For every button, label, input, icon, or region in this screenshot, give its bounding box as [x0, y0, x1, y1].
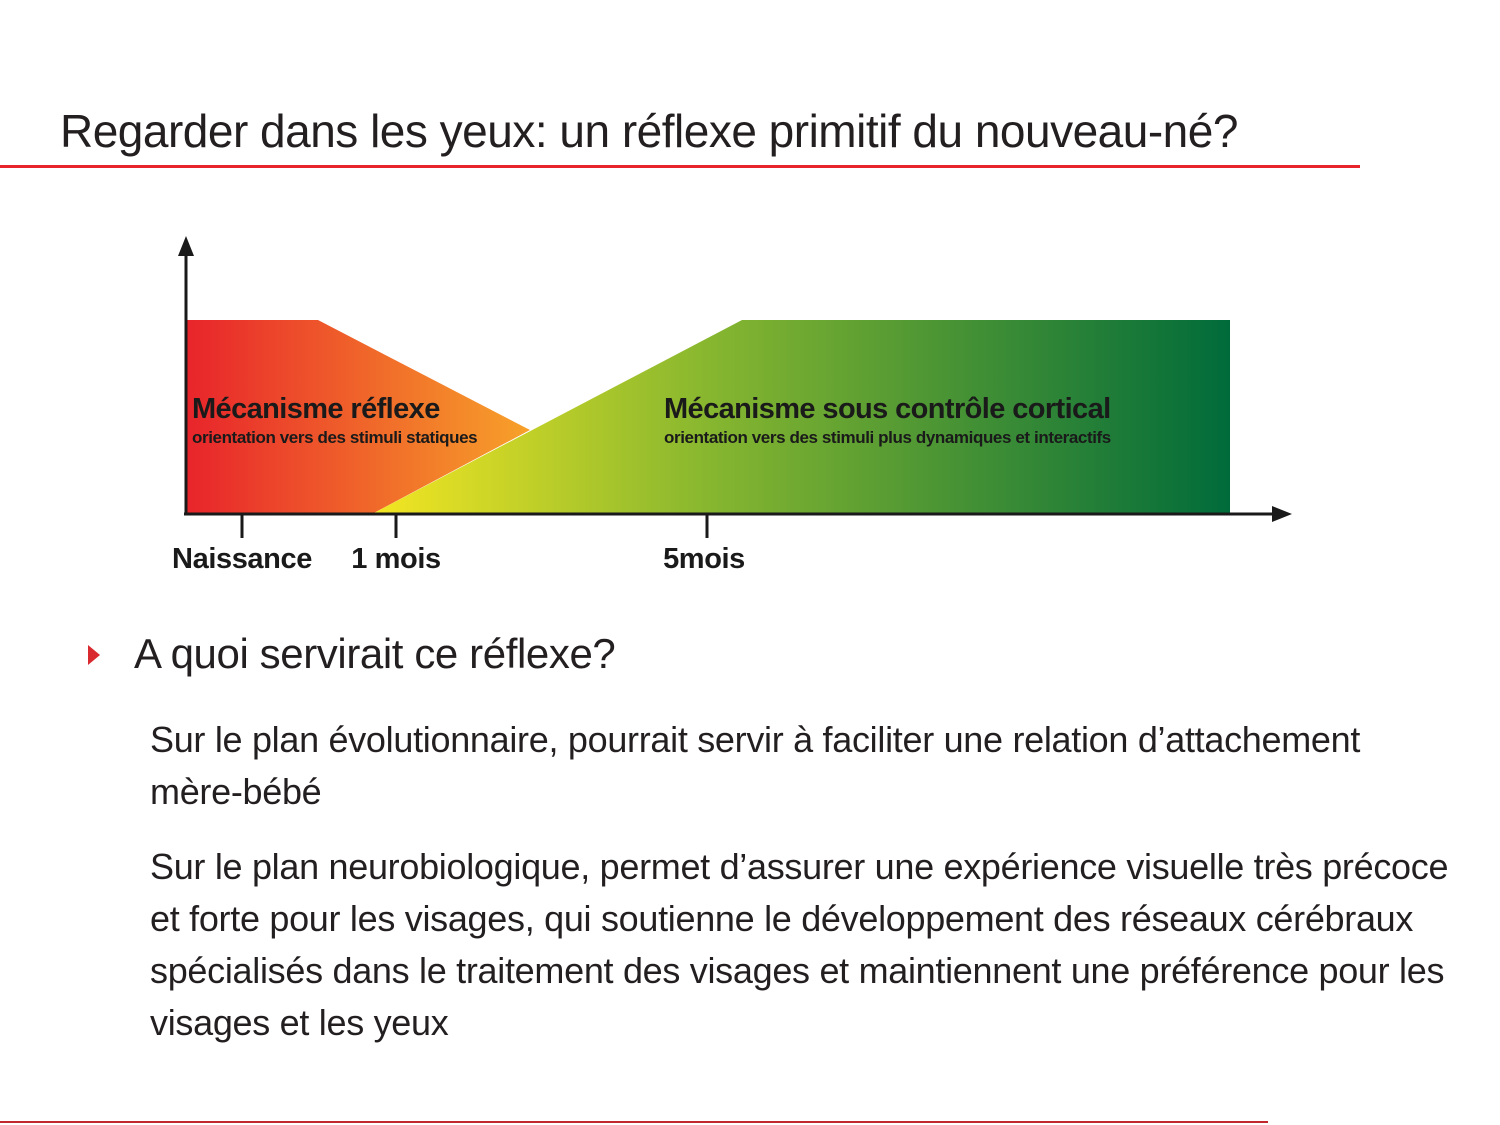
tick-label-naissance: Naissance [172, 543, 312, 575]
tick-label-5-mois: 5mois [663, 543, 745, 575]
bullet-item [88, 630, 615, 678]
slide-title: Regarder dans les yeux: un réflexe primitif du nouveau-né? [60, 105, 1238, 157]
evolutionary-paragraph: Sur le plan évolutionnaire, pourrait servir à faciliter une relation d’attachement mère-bébé [150, 719, 1361, 812]
footer-rule [0, 1121, 1268, 1123]
triangle-right-icon [88, 645, 100, 665]
cortical-mechanism-subtitle: orientation vers des stimuli plus dynamiques et interactifs [664, 428, 1111, 447]
cortical-mechanism-title: Mécanisme sous contrôle cortical [664, 393, 1111, 425]
reflex-mechanism-title: Mécanisme réflexe [192, 393, 440, 425]
tick-label-1-mois: 1 mois [351, 543, 441, 575]
y-axis-arrow-icon [178, 236, 194, 256]
bullet-question: A quoi servirait ce réflexe? [134, 630, 616, 677]
x-axis-arrow-icon [1272, 506, 1292, 522]
reflex-mechanism-subtitle: orientation vers des stimuli statiques [192, 428, 478, 447]
neurobiological-paragraph: Sur le plan neurobiologique, permet d’assurer une expérience visuelle très précoce et forte pour les visages, qui soutienne le développement des réseaux cérébraux spécialisés dans le traitement des visages et maintiennent une préférence pour les visages et les yeux [150, 846, 1449, 1043]
